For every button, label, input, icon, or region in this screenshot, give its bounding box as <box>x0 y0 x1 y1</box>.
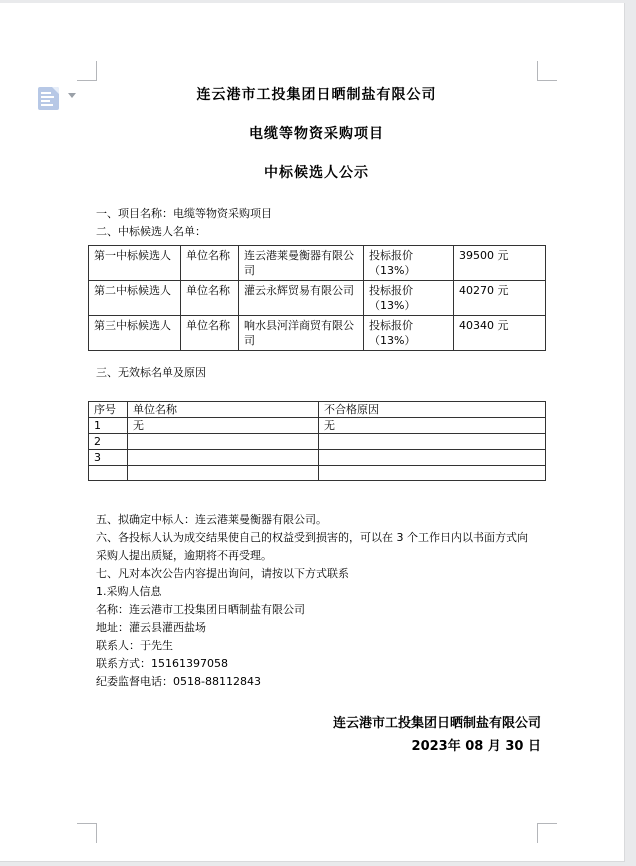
table-row <box>89 316 546 351</box>
table-row <box>89 434 546 450</box>
signature-date: 2023年 08 月 30 日 <box>411 739 541 754</box>
signature-block <box>96 712 541 758</box>
document-icon[interactable] <box>38 87 59 110</box>
floating-doc-widget[interactable] <box>38 87 76 110</box>
serial-cell <box>89 466 128 481</box>
serial-cell: 2 <box>89 434 128 450</box>
section-5-7-block <box>96 511 538 691</box>
fail-reason-cell: 无 <box>319 418 546 434</box>
crop-mark-top-right <box>537 61 557 81</box>
purchaser-contact-person: 联系人：于先生 <box>96 639 173 652</box>
purchaser-address: 地址：灌云县灌西盐场 <box>96 621 206 634</box>
crop-mark-bottom-right <box>537 823 557 843</box>
price-value-cell: 39500 元 <box>454 246 546 281</box>
unit-name-cell <box>128 466 319 481</box>
title-announcement: 中标候选人公示 <box>264 165 369 181</box>
document-title-block <box>96 76 537 193</box>
crop-mark-top-left <box>77 61 97 81</box>
price-value-cell: 40340 元 <box>454 316 546 351</box>
candidate-rank-cell: 第一中标候选人 <box>89 246 181 281</box>
title-project: 电缆等物资采购项目 <box>249 126 384 142</box>
table-row <box>89 450 546 466</box>
header-fail-reason: 不合格原因 <box>319 402 546 418</box>
table-row <box>89 246 546 281</box>
candidates-table <box>88 245 546 351</box>
section-objection: 六、各投标人认为成交结果使自己的权益受到损害的，可以在 3 个工作日内以书面方式向采购人提出质疑，逾期将不再受理。 <box>96 531 528 562</box>
signature-company: 连云港市工投集团日晒制盐有限公司 <box>332 716 541 731</box>
section-3-block <box>96 364 538 382</box>
page-fold-decoration <box>52 87 59 94</box>
table-header-row <box>89 402 546 418</box>
price-label-cell: 投标报价（13%） <box>364 281 454 316</box>
unit-name-cell: 响水县河洋商贸有限公司 <box>239 316 364 351</box>
header-serial: 序号 <box>89 402 128 418</box>
document-page <box>0 3 625 862</box>
fail-reason-cell <box>319 434 546 450</box>
title-company: 连云港市工投集团日晒制盐有限公司 <box>196 87 437 103</box>
serial-cell: 1 <box>89 418 128 434</box>
unit-name-cell: 无 <box>128 418 319 434</box>
price-label-cell: 投标报价（13%） <box>364 246 454 281</box>
chevron-down-icon[interactable] <box>68 93 76 98</box>
purchaser-name: 名称：连云港市工投集团日晒制盐有限公司 <box>96 603 305 616</box>
crop-mark-bottom-left <box>77 823 97 843</box>
invalid-bids-table <box>88 401 546 481</box>
section-awardee: 五、拟确定中标人：连云港莱曼衡器有限公司。 <box>96 513 327 526</box>
fail-reason-cell <box>319 466 546 481</box>
section-1-2-block <box>96 205 538 241</box>
unit-label-cell: 单位名称 <box>181 316 239 351</box>
unit-label-cell: 单位名称 <box>181 281 239 316</box>
unit-name-cell: 连云港莱曼衡器有限公司 <box>239 246 364 281</box>
serial-cell: 3 <box>89 450 128 466</box>
table-row <box>89 466 546 481</box>
section-project-name: 一、项目名称：电缆等物资采购项目 <box>96 207 272 220</box>
price-value-cell: 40270 元 <box>454 281 546 316</box>
unit-name-cell <box>128 434 319 450</box>
fail-reason-cell <box>319 450 546 466</box>
unit-name-cell <box>128 450 319 466</box>
purchaser-info-heading: 1.采购人信息 <box>96 585 162 598</box>
table-row <box>89 281 546 316</box>
purchaser-phone: 联系方式：15161397058 <box>96 657 228 670</box>
price-label-cell: 投标报价（13%） <box>364 316 454 351</box>
table-row <box>89 418 546 434</box>
candidate-rank-cell: 第三中标候选人 <box>89 316 181 351</box>
unit-label-cell: 单位名称 <box>181 246 239 281</box>
unit-name-cell: 灌云永辉贸易有限公司 <box>239 281 364 316</box>
header-unit-name: 单位名称 <box>128 402 319 418</box>
section-invalid-bids-heading: 三、无效标名单及原因 <box>96 366 206 379</box>
section-contact-intro: 七、凡对本次公告内容提出询问，请按以下方式联系 <box>96 567 349 580</box>
supervision-phone: 纪委监督电话：0518-88112843 <box>96 675 261 688</box>
candidate-rank-cell: 第二中标候选人 <box>89 281 181 316</box>
section-candidate-list-heading: 二、中标候选人名单： <box>96 225 206 238</box>
